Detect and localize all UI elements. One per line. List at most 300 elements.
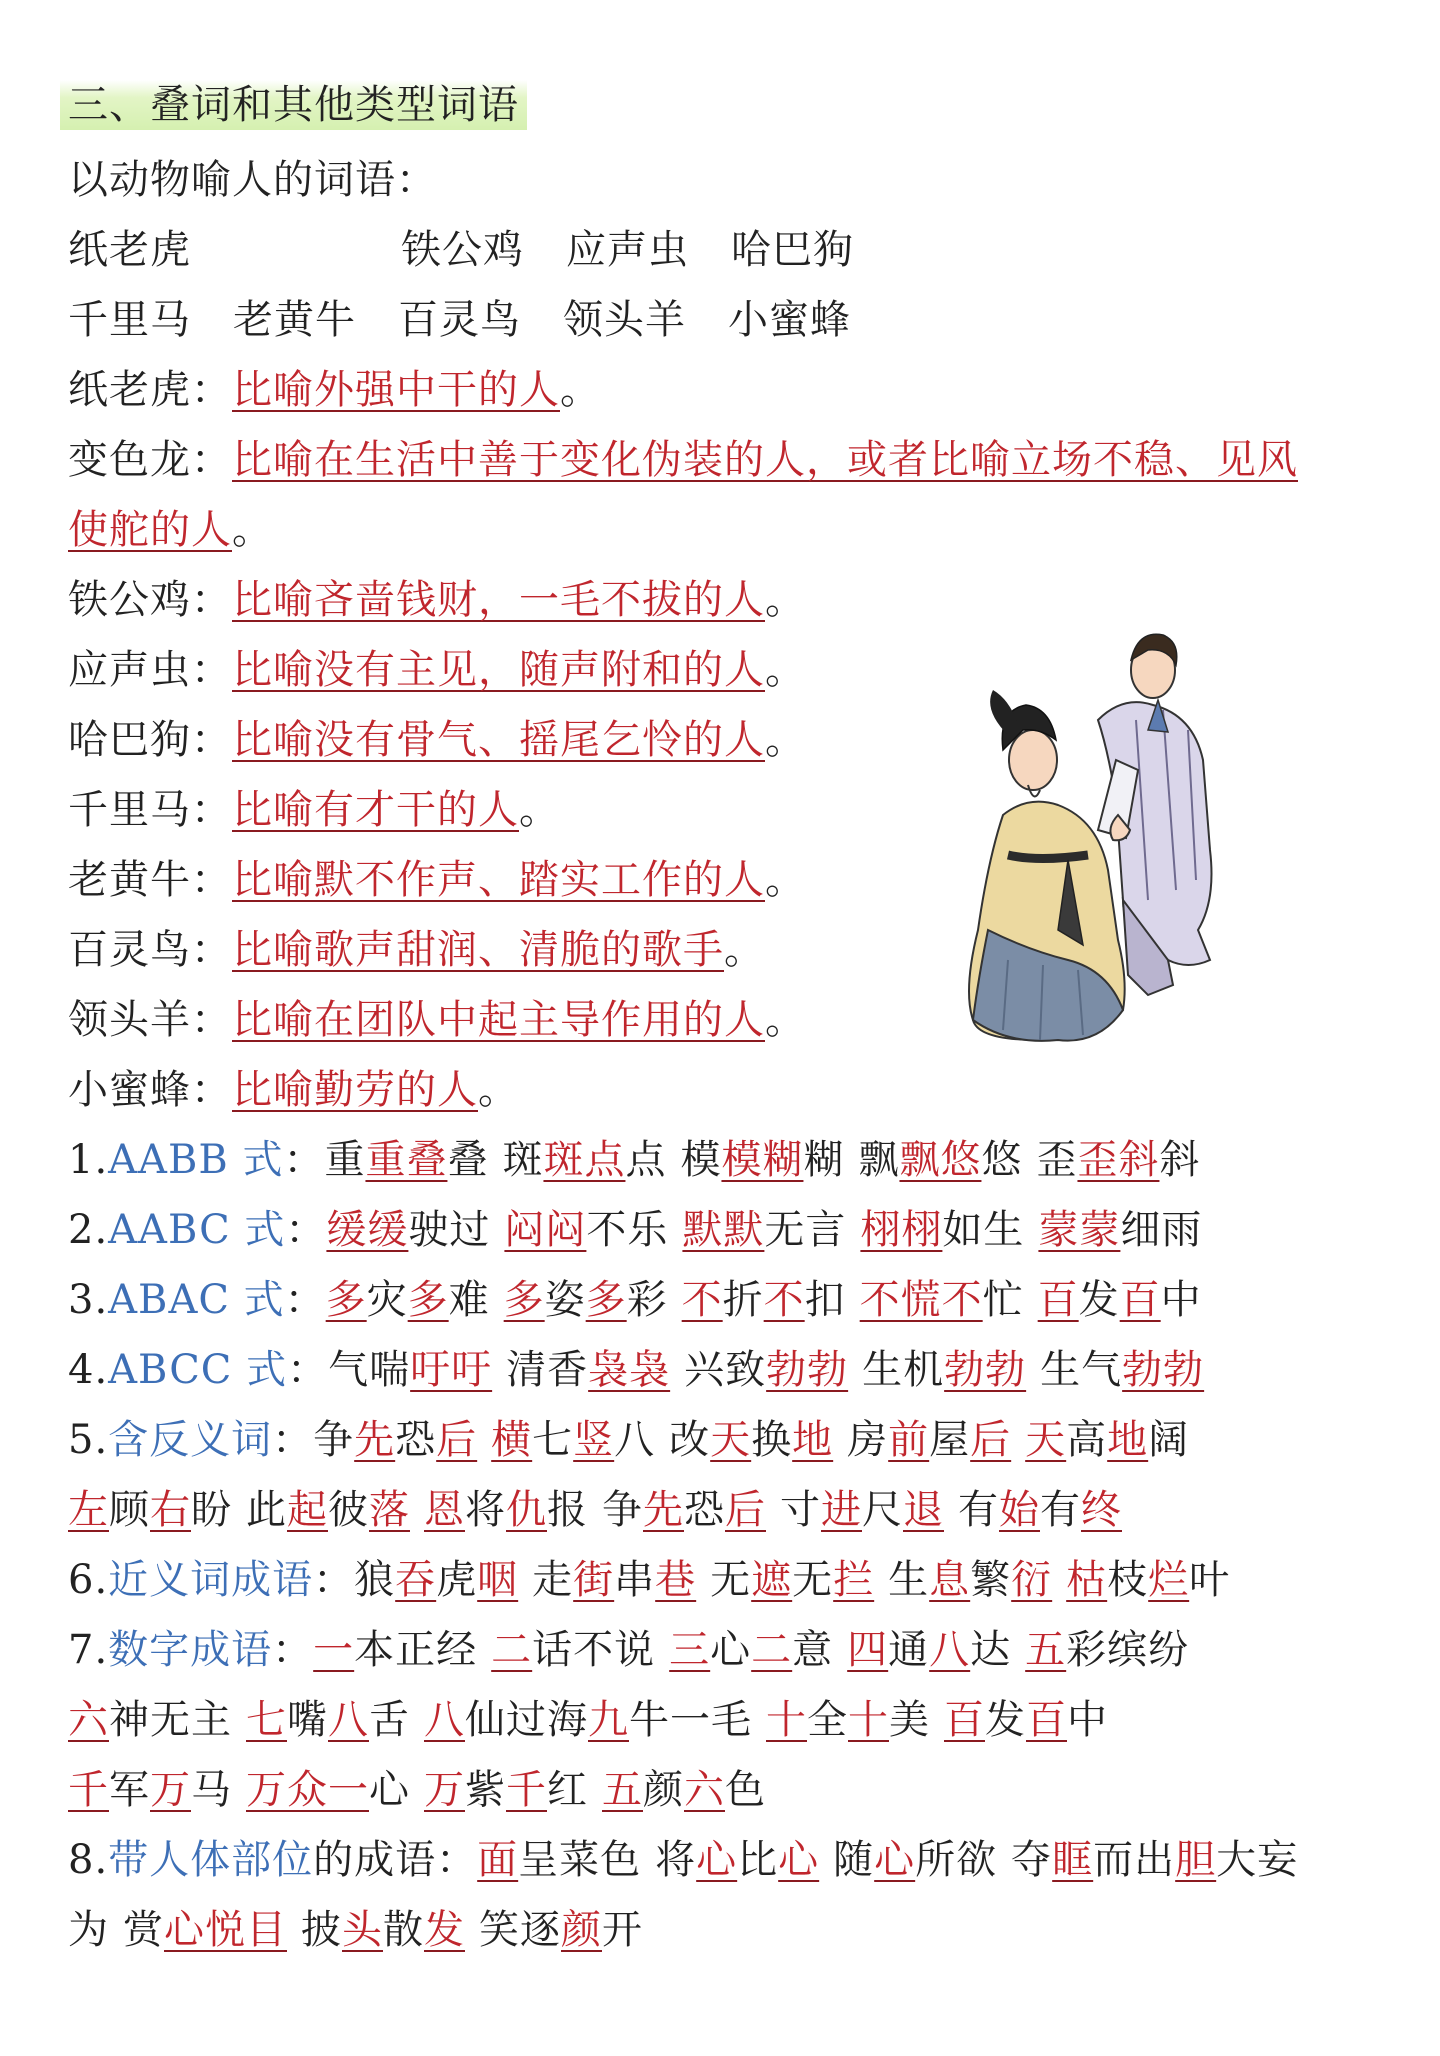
idiom-text: 忙 xyxy=(982,1277,1024,1323)
definition-end: 。 xyxy=(724,927,765,973)
idiom-text: 报 xyxy=(547,1487,588,1533)
idiom-highlight: 多 xyxy=(585,1277,627,1323)
definition-end: 。 xyxy=(765,717,806,763)
idiom xyxy=(424,1697,752,1743)
idiom xyxy=(68,1907,109,1953)
category-label: AABC 式 xyxy=(108,1207,286,1253)
idiom-highlight: 勃勃 xyxy=(766,1347,849,1393)
category-label: 带人体部位 xyxy=(108,1837,314,1883)
idiom-highlight: 多 xyxy=(325,1277,367,1323)
idiom-text: 无言 xyxy=(764,1207,847,1253)
idiom xyxy=(958,1487,1122,1533)
idiom-text: 争 xyxy=(313,1417,355,1463)
idiom-text: 色 xyxy=(725,1767,766,1813)
idiom-text: 无 xyxy=(792,1557,834,1603)
idiom-highlight: 咽 xyxy=(477,1557,519,1603)
idiom-highlight: 始 xyxy=(999,1487,1040,1533)
definition-term: 应声虫： xyxy=(68,647,232,693)
idiom-highlight: 六 xyxy=(68,1697,109,1743)
category-number: 2. xyxy=(68,1207,109,1253)
idiom-text: 夺 xyxy=(1011,1837,1053,1883)
idiom-highlight: 斑点 xyxy=(543,1137,626,1183)
definition-term: 领头羊： xyxy=(68,997,232,1043)
idiom-highlight: 吞 xyxy=(395,1557,437,1603)
idiom-text: 斑 xyxy=(502,1137,544,1183)
category-colon: ： xyxy=(283,1137,325,1183)
bowing-scholar-figure xyxy=(969,690,1125,1041)
idiom-highlight: 百 xyxy=(944,1697,985,1743)
idiom-highlight: 八 xyxy=(929,1627,971,1673)
idiom-highlight: 心悦目 xyxy=(164,1907,287,1953)
idiom xyxy=(1025,1627,1189,1673)
idiom-text: 扣 xyxy=(804,1277,846,1323)
idiom-highlight: 重叠 xyxy=(365,1137,448,1183)
idiom-text: 紫 xyxy=(465,1767,506,1813)
idiom-category-line xyxy=(68,1195,1410,1265)
idiom-text: 不乐 xyxy=(586,1207,669,1253)
idiom xyxy=(424,1487,588,1533)
idiom-text: 八 xyxy=(614,1417,656,1463)
heading-text: 三、叠词和其他类型词语 xyxy=(60,80,527,130)
idiom xyxy=(833,1837,997,1883)
idiom-text: 如生 xyxy=(942,1207,1025,1253)
animal-word: 老黄牛 xyxy=(233,297,356,343)
idiom xyxy=(710,1557,874,1603)
idiom-highlight: 遮 xyxy=(751,1557,793,1603)
idiom xyxy=(424,1767,588,1813)
idiom xyxy=(504,1277,668,1323)
idiom-text: 中 xyxy=(1067,1697,1108,1743)
idiom-highlight: 模糊 xyxy=(721,1137,804,1183)
idiom-text: 而出 xyxy=(1093,1837,1176,1883)
definition-line xyxy=(68,425,1410,495)
two-scholars-illustration xyxy=(948,600,1258,1050)
idiom-highlight: 心 xyxy=(696,1837,738,1883)
animal-word: 应声虫 xyxy=(566,227,689,273)
idiom-text: 糊 xyxy=(803,1137,845,1183)
category-number: 6. xyxy=(68,1557,109,1603)
idiom-highlight: 烂 xyxy=(1148,1557,1190,1603)
category-suffix: 的成语 xyxy=(313,1837,437,1883)
idiom-highlight: 进 xyxy=(821,1487,862,1533)
idiom-highlight: 八 xyxy=(424,1697,465,1743)
idiom xyxy=(1025,1417,1189,1463)
idiom-text: 细雨 xyxy=(1120,1207,1203,1253)
idiom xyxy=(944,1697,1108,1743)
idiom xyxy=(602,1487,766,1533)
idiom-highlight: 勃勃 xyxy=(944,1347,1027,1393)
idiom-highlight: 天 xyxy=(1025,1417,1067,1463)
idiom-text: 尺 xyxy=(862,1487,903,1533)
idiom-continuation-line xyxy=(68,1755,1410,1825)
idiom xyxy=(491,1417,655,1463)
idiom xyxy=(123,1907,287,1953)
idiom xyxy=(847,1417,1011,1463)
idiom-text: 叠 xyxy=(447,1137,489,1183)
idiom-text: 颜 xyxy=(643,1767,684,1813)
idiom xyxy=(479,1907,643,1953)
idiom-text: 神无主 xyxy=(109,1697,232,1743)
idiom-highlight: 发 xyxy=(424,1907,465,1953)
definition-meaning: 比喻在生活中善于变化伪装的人，或者比喻立场不稳、见风 xyxy=(232,437,1298,483)
idiom-text: 彩 xyxy=(626,1277,668,1323)
definition-meaning: 使舵的人 xyxy=(68,507,232,553)
idiom-text: 仙过海 xyxy=(465,1697,588,1743)
idiom-text: 心 xyxy=(710,1627,752,1673)
idiom-text: 屋 xyxy=(929,1417,971,1463)
idiom-text: 马 xyxy=(191,1767,232,1813)
idiom-highlight: 枯 xyxy=(1066,1557,1108,1603)
idiom-highlight: 竖 xyxy=(573,1417,615,1463)
idiom xyxy=(860,1207,1024,1253)
idiom-text: 斜 xyxy=(1159,1137,1201,1183)
category-label: 数字成语 xyxy=(108,1627,273,1673)
definition-meaning: 比喻歌声甜润、清脆的歌手 xyxy=(232,927,724,973)
idiom-text: 中 xyxy=(1160,1277,1202,1323)
idiom-text: 本正经 xyxy=(354,1627,478,1673)
idiom-highlight: 拦 xyxy=(833,1557,875,1603)
idiom-highlight: 街 xyxy=(573,1557,615,1603)
idiom-text: 恐 xyxy=(395,1417,437,1463)
definition-end: 。 xyxy=(765,997,806,1043)
idiom-text: 顾 xyxy=(109,1487,150,1533)
idiom-highlight: 多 xyxy=(407,1277,449,1323)
idiom-highlight: 吁吁 xyxy=(410,1347,493,1393)
idiom xyxy=(326,1277,490,1323)
idiom-text: 串 xyxy=(614,1557,656,1603)
idiom-text: 叶 xyxy=(1189,1557,1231,1603)
idiom-text: 狼 xyxy=(354,1557,396,1603)
category-number: 8. xyxy=(68,1837,109,1883)
category-number: 7. xyxy=(68,1627,109,1673)
animal-word: 纸老虎 xyxy=(68,227,191,273)
idiom xyxy=(68,1767,232,1813)
idiom-highlight: 歪斜 xyxy=(1077,1137,1160,1183)
idiom-highlight: 左 xyxy=(68,1487,109,1533)
idiom-highlight: 恩 xyxy=(424,1487,465,1533)
animal-word: 铁公鸡 xyxy=(401,227,524,273)
idiom-text: 点 xyxy=(625,1137,667,1183)
definition-meaning: 比喻勤劳的人 xyxy=(232,1067,478,1113)
definition-term: 百灵鸟： xyxy=(68,927,232,973)
definition-meaning: 比喻外强中干的人 xyxy=(232,367,560,413)
idiom-highlight: 衍 xyxy=(1011,1557,1053,1603)
idiom-highlight: 起 xyxy=(287,1487,328,1533)
category-colon: ： xyxy=(272,1417,314,1463)
idiom-highlight: 五 xyxy=(1025,1627,1067,1673)
idiom-highlight: 不慌不 xyxy=(859,1277,983,1323)
idiom-highlight: 七 xyxy=(246,1697,287,1743)
idiom-text: 将 xyxy=(655,1837,697,1883)
category-colon: ： xyxy=(436,1837,478,1883)
idiom-highlight: 心 xyxy=(778,1837,820,1883)
idiom xyxy=(313,1627,477,1673)
idiom-text: 走 xyxy=(532,1557,574,1603)
idiom-text: 阔 xyxy=(1148,1417,1190,1463)
idiom-highlight: 栩栩 xyxy=(860,1207,943,1253)
idiom-highlight: 飘悠 xyxy=(899,1137,982,1183)
idiom-text: 歪 xyxy=(1036,1137,1078,1183)
idiom-text: 牛一毛 xyxy=(629,1697,752,1743)
idiom-highlight: 百 xyxy=(1037,1277,1079,1323)
idiom-highlight: 先 xyxy=(354,1417,396,1463)
idiom-highlight: 后 xyxy=(970,1417,1012,1463)
idiom-text: 模 xyxy=(680,1137,722,1183)
idiom xyxy=(1038,1207,1202,1253)
idiom-highlight: 六 xyxy=(684,1767,725,1813)
idiom-highlight: 万 xyxy=(424,1767,465,1813)
idiom xyxy=(888,1557,1052,1603)
idiom-text: 达 xyxy=(970,1627,1012,1673)
idiom xyxy=(1011,1837,1298,1883)
idiom-category-line xyxy=(68,1335,1410,1405)
idiom xyxy=(847,1627,1011,1673)
idiom-continuation-line xyxy=(68,1895,1410,1965)
idiom-text: 盼 xyxy=(191,1487,232,1533)
idiom-text: 生机 xyxy=(862,1347,945,1393)
idiom xyxy=(1038,1277,1202,1323)
idiom-highlight: 勃勃 xyxy=(1122,1347,1205,1393)
idiom-text: 高 xyxy=(1066,1417,1108,1463)
idiom-highlight: 颜 xyxy=(561,1907,602,1953)
idiom-text: 大妄 xyxy=(1216,1837,1299,1883)
idiom-highlight: 蒙蒙 xyxy=(1038,1207,1121,1253)
animal-list-row-1 xyxy=(68,215,1410,285)
definition-term: 老黄牛： xyxy=(68,857,232,903)
idiom xyxy=(246,1487,410,1533)
idiom-highlight: 袅袅 xyxy=(588,1347,671,1393)
idiom xyxy=(504,1207,668,1253)
definition-meaning: 比喻没有骨气、摇尾乞怜的人 xyxy=(232,717,765,763)
idiom xyxy=(1040,1347,1204,1393)
idiom-highlight: 地 xyxy=(792,1417,834,1463)
idiom-text: 寸 xyxy=(780,1487,821,1533)
idiom-highlight: 默默 xyxy=(682,1207,765,1253)
idiom-highlight: 百 xyxy=(1026,1697,1067,1743)
idiom-text: 为 xyxy=(68,1907,109,1953)
idiom-text: 赏 xyxy=(123,1907,164,1953)
idiom-category-line xyxy=(68,1825,1410,1895)
idiom-highlight: 千 xyxy=(68,1767,109,1813)
idiom xyxy=(532,1557,696,1603)
idiom-text: 悠 xyxy=(981,1137,1023,1183)
idiom-text: 兴致 xyxy=(684,1347,767,1393)
idiom-text: 气喘 xyxy=(328,1347,411,1393)
idiom xyxy=(68,1697,232,1743)
idiom-highlight: 横 xyxy=(491,1417,533,1463)
idiom-category-line xyxy=(68,1125,1410,1195)
idiom-text: 恐 xyxy=(684,1487,725,1533)
idiom-text: 繁 xyxy=(970,1557,1012,1603)
category-number: 4. xyxy=(68,1347,109,1393)
idiom-continuation-line xyxy=(68,1685,1410,1755)
idiom xyxy=(324,1137,488,1183)
definition-term: 小蜜蜂： xyxy=(68,1067,232,1113)
idiom-text: 无 xyxy=(710,1557,752,1603)
idiom-text: 军 xyxy=(109,1767,150,1813)
animal-word: 小蜜蜂 xyxy=(728,297,851,343)
idiom xyxy=(68,1487,232,1533)
idiom-highlight: 右 xyxy=(150,1487,191,1533)
idiom xyxy=(669,1627,833,1673)
idiom-text: 红 xyxy=(547,1767,588,1813)
idiom-text: 比 xyxy=(737,1837,779,1883)
idiom-text: 虎 xyxy=(436,1557,478,1603)
idiom-text: 彼 xyxy=(328,1487,369,1533)
idiom-text: 飘 xyxy=(858,1137,900,1183)
definition-end: 。 xyxy=(765,577,806,623)
idiom-text: 折 xyxy=(722,1277,764,1323)
idiom-highlight: 终 xyxy=(1081,1487,1122,1533)
idiom-highlight: 地 xyxy=(1107,1417,1149,1463)
idiom-highlight: 退 xyxy=(903,1487,944,1533)
idiom xyxy=(602,1767,766,1813)
idiom xyxy=(328,1347,492,1393)
definition-term: 纸老虎： xyxy=(68,367,232,413)
idiom-text: 改 xyxy=(669,1417,711,1463)
idiom-text: 美 xyxy=(889,1697,930,1743)
category-colon: ： xyxy=(285,1207,327,1253)
definition-end: 。 xyxy=(232,507,273,553)
idiom-text: 换 xyxy=(751,1417,793,1463)
idiom-highlight: 一 xyxy=(313,1627,355,1673)
category-label: 含反义词 xyxy=(108,1417,273,1463)
idiom-highlight: 二 xyxy=(491,1627,533,1673)
idiom-highlight: 不 xyxy=(681,1277,723,1323)
idiom-highlight: 多 xyxy=(503,1277,545,1323)
idiom xyxy=(506,1347,670,1393)
idiom-highlight: 九 xyxy=(588,1697,629,1743)
category-number: 5. xyxy=(68,1417,109,1463)
idiom-text: 姿 xyxy=(544,1277,586,1323)
idiom xyxy=(862,1347,1026,1393)
idiom-text: 灾 xyxy=(366,1277,408,1323)
idiom-text: 话不说 xyxy=(532,1627,656,1673)
idiom-text: 难 xyxy=(448,1277,490,1323)
idiom xyxy=(502,1137,666,1183)
idiom xyxy=(246,1697,410,1743)
idiom-text: 将 xyxy=(465,1487,506,1533)
idiom-text: 房 xyxy=(847,1417,889,1463)
idiom-text: 发 xyxy=(985,1697,1026,1743)
idiom-category-line xyxy=(68,1615,1410,1685)
definition-term: 变色龙： xyxy=(68,437,232,483)
idiom-highlight: 面 xyxy=(477,1837,519,1883)
definition-term: 哈巴狗： xyxy=(68,717,232,763)
idiom-text: 意 xyxy=(792,1627,834,1673)
definition-end: 。 xyxy=(478,1067,519,1113)
definition-meaning: 比喻吝啬钱财，一毛不拔的人 xyxy=(232,577,765,623)
category-label: AABB 式 xyxy=(108,1137,284,1183)
intro-line xyxy=(68,145,1410,215)
definition-meaning: 比喻没有主见，随声附和的人 xyxy=(232,647,765,693)
definition-term: 千里马： xyxy=(68,787,232,833)
idiom-text: 全 xyxy=(807,1697,848,1743)
definition-term: 铁公鸡： xyxy=(68,577,232,623)
idiom-text: 笑逐 xyxy=(479,1907,561,1953)
definition-line xyxy=(68,1055,1410,1125)
idiom xyxy=(682,1207,846,1253)
idiom-text: 枝 xyxy=(1107,1557,1149,1603)
category-number: 1. xyxy=(68,1137,109,1183)
idiom-highlight: 三 xyxy=(669,1627,711,1673)
animal-word: 领头羊 xyxy=(563,297,686,343)
idiom-text: 随 xyxy=(833,1837,875,1883)
idiom-highlight: 落 xyxy=(369,1487,410,1533)
idiom xyxy=(655,1837,819,1883)
animal-word: 百灵鸟 xyxy=(398,297,521,343)
idiom xyxy=(860,1277,1024,1323)
definition-end: 。 xyxy=(765,857,806,903)
section-heading xyxy=(68,70,1410,140)
definition-line-continued xyxy=(68,495,1410,565)
idiom-highlight: 先 xyxy=(643,1487,684,1533)
idiom-category-line xyxy=(68,1405,1410,1475)
idiom-text: 开 xyxy=(602,1907,643,1953)
idiom-text: 披 xyxy=(301,1907,342,1953)
idiom-highlight: 百 xyxy=(1119,1277,1161,1323)
definition-end: 。 xyxy=(560,367,601,413)
idiom-highlight: 头 xyxy=(342,1907,383,1953)
idiom-highlight: 心 xyxy=(874,1837,916,1883)
idiom-highlight: 不 xyxy=(763,1277,805,1323)
idiom-highlight: 胆 xyxy=(1175,1837,1217,1883)
idiom xyxy=(1066,1557,1230,1603)
idiom-highlight: 五 xyxy=(602,1767,643,1813)
idiom-text: 呈菜色 xyxy=(518,1837,642,1883)
idiom xyxy=(301,1907,465,1953)
category-colon: ： xyxy=(287,1347,329,1393)
idiom-highlight: 息 xyxy=(929,1557,971,1603)
category-label: ABCC 式 xyxy=(108,1347,288,1393)
idiom xyxy=(858,1137,1022,1183)
idiom xyxy=(313,1417,477,1463)
idiom-text: 清香 xyxy=(506,1347,589,1393)
idiom-text: 生 xyxy=(888,1557,930,1603)
category-colon: ： xyxy=(284,1277,326,1323)
idiom-highlight: 缓缓 xyxy=(326,1207,409,1253)
idiom-highlight: 眶 xyxy=(1052,1837,1094,1883)
idiom-text: 彩缤纷 xyxy=(1066,1627,1190,1673)
idiom-highlight: 十 xyxy=(766,1697,807,1743)
idiom xyxy=(680,1137,844,1183)
idiom xyxy=(1036,1137,1200,1183)
idiom-highlight: 千 xyxy=(506,1767,547,1813)
idiom xyxy=(326,1207,490,1253)
idiom-highlight: 闷闷 xyxy=(504,1207,587,1253)
idiom-highlight: 前 xyxy=(888,1417,930,1463)
idiom xyxy=(354,1557,518,1603)
idiom xyxy=(766,1697,930,1743)
animal-word: 千里马 xyxy=(68,297,191,343)
animal-word: 哈巴狗 xyxy=(731,227,854,273)
idiom-highlight: 万 xyxy=(150,1767,191,1813)
category-colon: ： xyxy=(313,1557,355,1603)
idiom-text: 此 xyxy=(246,1487,287,1533)
idiom-highlight: 后 xyxy=(436,1417,478,1463)
idiom-text: 七 xyxy=(532,1417,574,1463)
animal-list-row-2 xyxy=(68,285,1410,355)
definition-meaning: 比喻默不作声、踏实工作的人 xyxy=(232,857,765,903)
idiom-highlight: 二 xyxy=(751,1627,793,1673)
idiom-highlight: 后 xyxy=(725,1487,766,1533)
idiom-highlight: 万众一 xyxy=(246,1767,369,1813)
definition-end: 。 xyxy=(765,647,806,693)
idiom-text: 所欲 xyxy=(915,1837,998,1883)
definition-meaning: 比喻在团队中起主导作用的人 xyxy=(232,997,765,1043)
idiom-text: 心 xyxy=(369,1767,410,1813)
intro-text: 以动物喻人的词语： xyxy=(68,157,437,203)
